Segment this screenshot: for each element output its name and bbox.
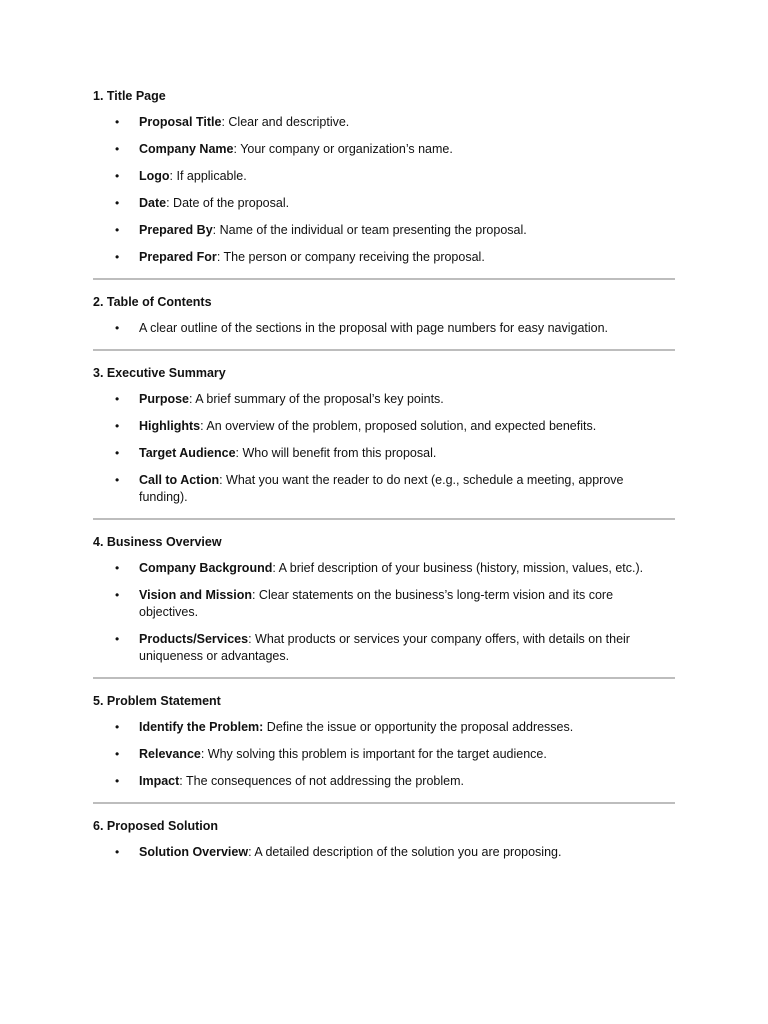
list-item: • Date: Date of the proposal.	[115, 196, 290, 210]
bullet-icon: •	[115, 250, 120, 264]
list-item: • Highlights: An overview of the problem, proposed solution, and expected benefits.	[115, 419, 597, 433]
bullet-icon: •	[115, 588, 120, 602]
list-item: • Call to Action: What you want the reader to do next (e.g., schedule a meeting, approve funding).	[115, 473, 624, 504]
bullet-icon: •	[115, 561, 120, 575]
bullet-list	[93, 114, 675, 266]
bullet-icon: •	[115, 747, 120, 761]
bullet-icon: •	[115, 142, 120, 156]
section-heading: 1. Title Page	[93, 89, 166, 103]
list-item: • Company Name: Your company or organization’s name.	[115, 142, 453, 156]
section-heading: 3. Executive Summary	[93, 366, 226, 380]
bullet-icon: •	[115, 720, 120, 734]
section-divider	[93, 278, 675, 280]
section-title-page	[93, 88, 675, 266]
bullet-icon: •	[115, 392, 120, 406]
section-proposed-solution	[93, 818, 675, 861]
list-item: • Proposal Title: Clear and descriptive.	[115, 115, 350, 129]
list-item: • Prepared By: Name of the individual or team presenting the proposal.	[115, 223, 527, 237]
section-heading: 6. Proposed Solution	[93, 819, 219, 833]
bullet-icon: •	[115, 473, 120, 487]
section-executive-summary	[93, 365, 675, 506]
bullet-icon: •	[115, 169, 120, 183]
list-item: • Logo: If applicable.	[115, 169, 247, 183]
list-item: • Prepared For: The person or company receiving the proposal.	[115, 250, 485, 264]
bullet-icon: •	[115, 196, 120, 210]
list-item: • A clear outline of the sections in the proposal with page numbers for easy navigation.	[115, 321, 609, 335]
list-item: • Products/Services: What products or services your company offers, with details on their uniqueness or advantages.	[115, 632, 630, 663]
list-item: • Impact: The consequences of not addressing the problem.	[115, 774, 464, 788]
bullet-list	[93, 391, 675, 506]
bullet-icon: •	[115, 419, 120, 433]
list-item: • Target Audience: Who will benefit from this proposal.	[115, 446, 437, 460]
bullet-list	[93, 719, 675, 790]
section-business-overview	[93, 534, 675, 665]
section-divider	[93, 349, 675, 351]
section-divider	[93, 518, 675, 520]
bullet-list	[93, 320, 675, 337]
list-item: • Solution Overview: A detailed description of the solution you are proposing.	[115, 845, 562, 859]
bullet-list	[93, 844, 675, 861]
section-divider	[93, 802, 675, 804]
bullet-icon: •	[115, 115, 120, 129]
bullet-icon: •	[115, 321, 120, 335]
section-divider	[93, 677, 675, 679]
bullet-icon: •	[115, 845, 120, 859]
bullet-icon: •	[115, 774, 120, 788]
list-item: • Vision and Mission: Clear statements on the business’s long-term vision and its core objectives.	[115, 588, 614, 619]
list-item: • Purpose: A brief summary of the proposal’s key points.	[115, 392, 444, 406]
bullet-icon: •	[115, 446, 120, 460]
list-item: • Relevance: Why solving this problem is important for the target audience.	[115, 747, 547, 761]
bullet-list	[93, 560, 675, 665]
section-problem-statement	[93, 693, 675, 790]
bullet-icon: •	[115, 223, 120, 237]
section-heading: 4. Business Overview	[93, 535, 222, 549]
list-item: • Company Background: A brief description of your business (history, mission, values, etc.).	[115, 561, 644, 575]
bullet-icon: •	[115, 632, 120, 646]
section-table-of-contents	[93, 294, 675, 337]
section-heading: 2. Table of Contents	[93, 295, 212, 309]
list-item: • Identify the Problem: Define the issue or opportunity the proposal addresses.	[115, 720, 574, 734]
section-heading: 5. Problem Statement	[93, 694, 221, 708]
